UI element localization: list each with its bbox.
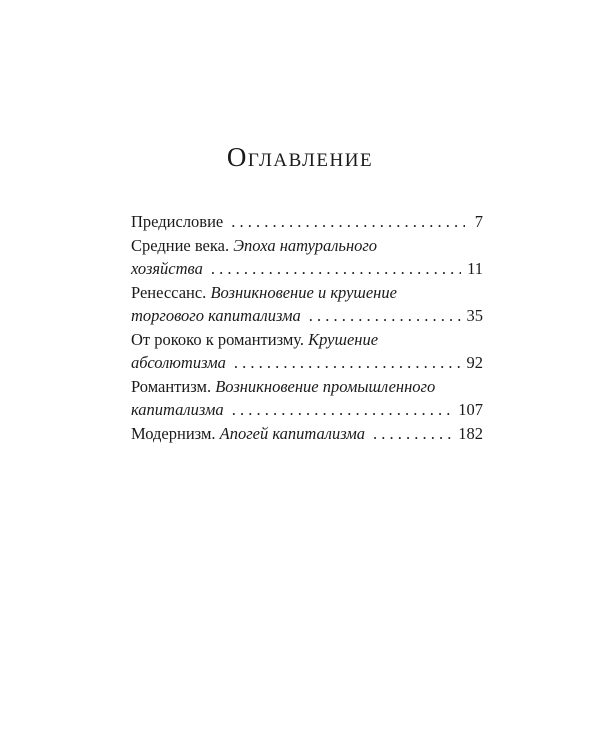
toc-entry-title: Предисловие — [131, 212, 224, 231]
toc-entry-title: Средние века. — [131, 235, 230, 255]
dot-leader — [231, 210, 465, 234]
toc-entry-subtitle: Крушение — [308, 329, 379, 349]
toc-line — [131, 281, 483, 305]
toc-entry-title: Модернизм. — [131, 423, 216, 443]
toc-entry-preface[interactable] — [131, 210, 483, 234]
toc-entry-subtitle: Эпоха натурального — [233, 235, 378, 255]
toc-entry-subtitle-cont: хозяйства — [131, 259, 203, 278]
toc-entry-subtitle-cont: абсолютизма — [131, 353, 226, 372]
dot-leader — [309, 304, 461, 328]
toc-entry-title: От рококо к романтизму. — [131, 329, 305, 349]
toc-line — [131, 304, 483, 328]
toc-entry-subtitle-cont: капитализма — [131, 400, 224, 419]
toc-line — [131, 375, 483, 399]
toc-page-number: 92 — [466, 353, 483, 372]
dot-leader — [373, 422, 452, 446]
table-of-contents — [131, 210, 483, 445]
toc-entry-title: Романтизм. — [131, 376, 212, 396]
toc-entry-subtitle: Апогей капитализма — [219, 423, 366, 443]
toc-page-number: 107 — [458, 400, 483, 419]
dot-leader — [234, 351, 461, 375]
toc-line — [131, 234, 483, 258]
toc-entry-title: Ренессанс. — [131, 282, 207, 302]
toc-entry-subtitle: Возникновение и крушение — [210, 282, 397, 302]
toc-line — [131, 328, 483, 352]
toc-line — [131, 351, 483, 375]
toc-page-number: 11 — [467, 259, 483, 278]
toc-page-number: 7 — [474, 212, 483, 231]
dot-leader — [232, 398, 453, 422]
toc-line — [131, 257, 483, 281]
toc-line — [131, 422, 483, 446]
dot-leader — [211, 257, 461, 281]
toc-page-number: 182 — [458, 423, 483, 443]
toc-entry-subtitle-cont: торгового капитализма — [131, 306, 301, 325]
page-title: Оглавление — [226, 142, 374, 172]
toc-entry-modernism[interactable] — [131, 422, 483, 446]
toc-entry-romanticism[interactable] — [131, 375, 483, 422]
toc-line — [131, 210, 483, 234]
toc-entry-rococo-to-romanticism[interactable] — [131, 328, 483, 375]
toc-line — [131, 398, 483, 422]
toc-entry-subtitle: Возникновение промышленного — [215, 376, 436, 396]
toc-page-number: 35 — [466, 306, 483, 325]
toc-entry-middle-ages[interactable] — [131, 234, 483, 281]
toc-entry-renaissance[interactable] — [131, 281, 483, 328]
